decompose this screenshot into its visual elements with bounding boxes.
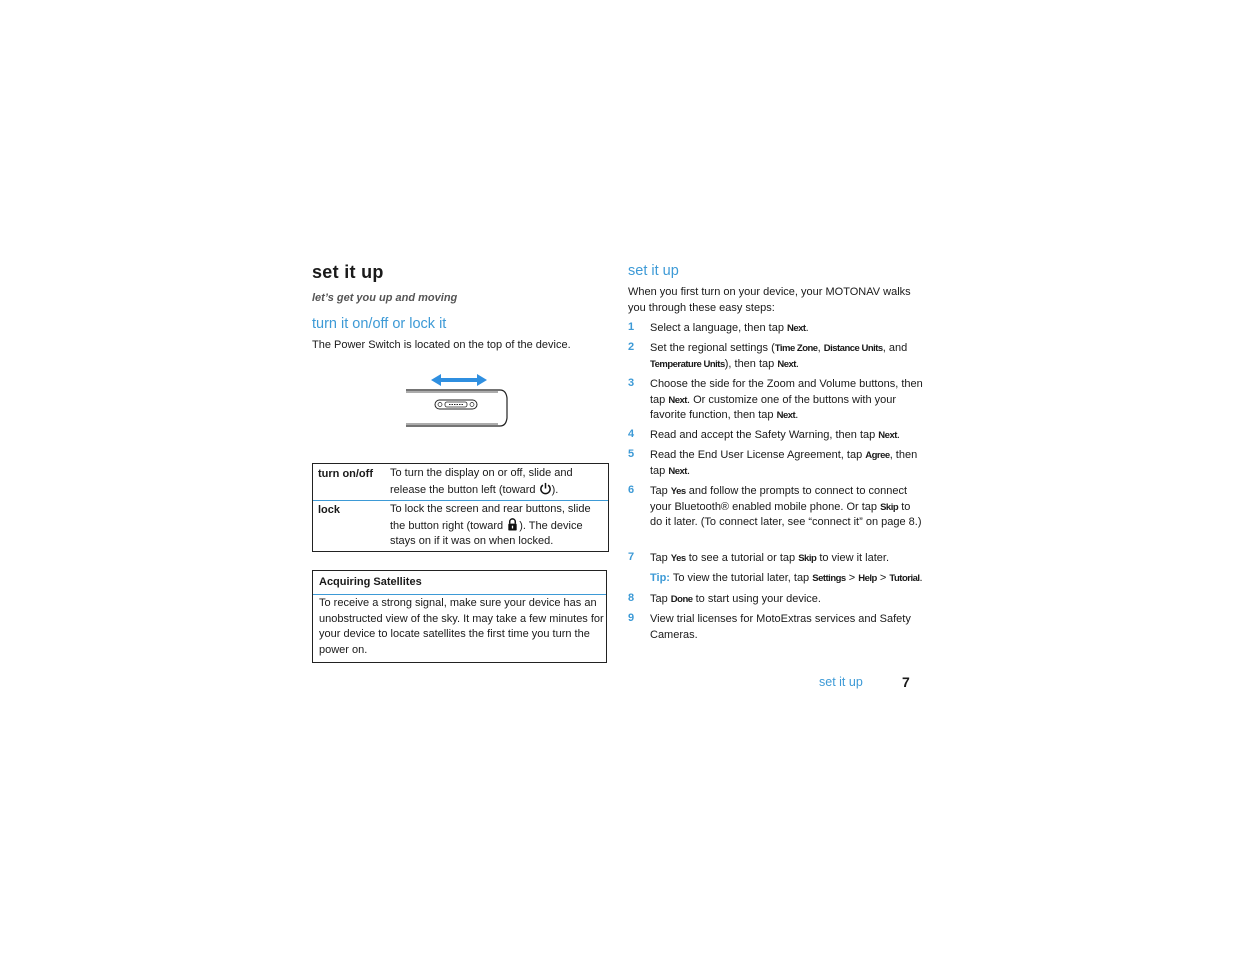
step-fragment: To view the tutorial later, tap — [669, 572, 813, 584]
step-fragment: and follow the prompts to connect to connect your Bluetooth® enabled mobile phone. Or tap — [650, 485, 908, 513]
ui-term: Next — [668, 465, 687, 477]
ui-term: Settings — [812, 573, 846, 584]
ui-term: Distance Units — [823, 343, 883, 354]
step-fragment: . — [919, 572, 923, 584]
step-fragment: to do it later. (To connect later, see “connect it” on page 8.) — [650, 500, 922, 528]
tip-label: Tip: — [650, 572, 670, 584]
step-fragment: . — [795, 409, 799, 421]
ui-term: Next — [878, 430, 897, 441]
step-number: 4 — [628, 428, 635, 440]
control-key: lock — [318, 504, 341, 516]
ui-term: Agree — [865, 450, 890, 461]
step-fragment: Read and accept the Safety Warning, then tap — [650, 429, 879, 441]
step-number: 5 — [628, 448, 635, 460]
ui-term: Help — [858, 573, 877, 584]
step-number: 9 — [628, 612, 635, 624]
step-fragment: , then tap — [650, 449, 918, 477]
tip-line — [650, 571, 925, 587]
ui-term: Done — [670, 594, 693, 605]
step-text — [650, 612, 925, 643]
setup-intro: When you first turn on your device, your MOTONAV walks you through these easy steps: — [628, 286, 911, 314]
ui-term: Temperature Units — [650, 358, 725, 370]
control-text-end: ). — [551, 483, 559, 496]
note-header — [313, 571, 606, 595]
step-fragment: , — [817, 342, 824, 354]
ui-term: Next — [776, 410, 796, 421]
ui-term: Time Zone — [774, 343, 818, 354]
step-number: 7 — [628, 551, 635, 563]
table-row — [313, 464, 608, 501]
step-fragment: to view it later. — [816, 552, 890, 564]
ui-term: Next — [787, 323, 806, 334]
step-fragment: to see a tutorial or tap — [685, 552, 799, 564]
step-text — [650, 448, 925, 479]
control-description — [390, 466, 600, 498]
step-number: 6 — [628, 484, 635, 496]
step-fragment: Tap — [650, 593, 671, 605]
step-number: 2 — [628, 341, 635, 353]
step-fragment: View trial licenses for MotoExtras services and Safety Cameras. — [650, 613, 911, 641]
step-text — [650, 592, 925, 608]
controls-table — [312, 463, 609, 552]
step-fragment: . — [795, 357, 799, 370]
step-text — [650, 377, 925, 424]
step-number: 1 — [628, 321, 635, 333]
step-text — [650, 484, 925, 531]
ui-term: Next — [777, 358, 796, 370]
step-fragment: > — [845, 572, 859, 584]
page-title: set it up — [312, 262, 384, 282]
ui-term: Skip — [880, 501, 899, 513]
step-fragment: > — [876, 572, 890, 584]
slide-arrow-icon — [431, 374, 487, 386]
step-fragment: . — [896, 429, 900, 441]
power-switch-intro: The Power Switch is located on the top of the device. — [312, 339, 571, 351]
step-fragment: ), then tap — [724, 357, 778, 370]
control-key: turn on/off — [318, 468, 373, 480]
step-text — [650, 428, 925, 444]
page-subtitle: let’s get you up and moving — [312, 292, 458, 304]
page-number: 7 — [902, 674, 910, 690]
step-text — [650, 551, 925, 567]
step-fragment: Tap — [650, 485, 671, 497]
satellites-note — [312, 570, 607, 663]
step-fragment: . — [686, 464, 691, 477]
step-fragment: Read the End User License Agreement, tap — [650, 449, 866, 461]
section-heading-setup: set it up — [628, 263, 679, 279]
note-text: To receive a strong signal, make sure your device has an unobstructed view of the sky. It may take a few minutes for your device to locate satellites the first time you turn the power on. — [319, 597, 604, 656]
step-number: 3 — [628, 377, 635, 389]
step-fragment: Choose the side for the Zoom and Volume buttons, then tap — [650, 378, 923, 406]
control-text: To turn the display on or off, slide and release the button left (toward — [390, 467, 573, 496]
step-fragment: . Or customize one of the buttons with your favorite function, then tap — [650, 393, 897, 421]
control-text-end: ). The device stays on if it was on when locked. — [390, 519, 583, 547]
note-title: Acquiring Satellites — [319, 576, 422, 588]
step-text — [650, 321, 925, 337]
ui-term: Next — [668, 394, 687, 406]
table-row — [313, 500, 608, 551]
ui-term: Skip — [798, 553, 817, 564]
ui-term: Yes — [670, 486, 686, 497]
footer-section-label: set it up — [819, 675, 863, 689]
step-fragment: . — [805, 322, 809, 334]
control-text: To lock the screen and rear buttons, slide the button right (toward — [390, 503, 591, 532]
step-fragment: , and — [882, 342, 908, 354]
step-fragment: Set the regional settings ( — [650, 342, 775, 354]
lock-icon — [506, 518, 519, 531]
step-fragment: to start using your device. — [692, 593, 821, 605]
ui-term: Yes — [670, 553, 686, 564]
ui-term: Tutorial — [889, 573, 920, 584]
step-text — [650, 341, 925, 372]
step-fragment: Tap — [650, 552, 671, 564]
step-fragment: Select a language, then tap — [650, 322, 787, 334]
step-number: 8 — [628, 592, 635, 604]
control-description — [390, 502, 600, 550]
section-heading-power: turn it on/off or lock it — [312, 316, 447, 332]
power-icon — [539, 482, 552, 495]
device-top-illustration — [400, 370, 512, 430]
